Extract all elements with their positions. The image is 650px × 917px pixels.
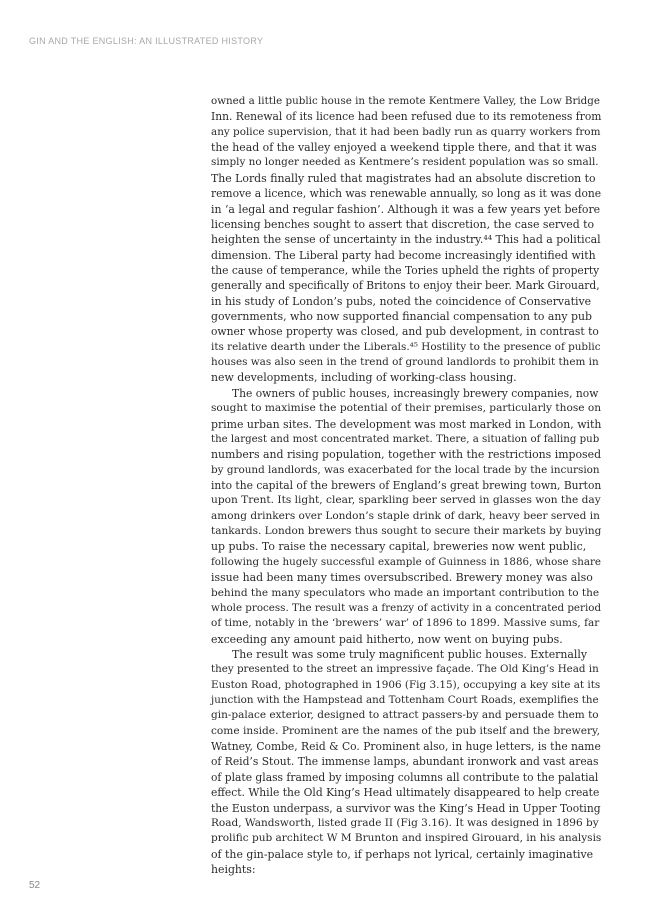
text-line: the head of the valley enjoyed a weekend tipple there, and that it was — [211, 141, 597, 155]
text-line: owned a little public house in the remote Kentmere Valley, the Low Bridge — [211, 95, 600, 107]
text-line: The owners of public houses, increasingly brewery companies, now — [232, 386, 599, 400]
text-line: issue had been many times oversubscribed. Brewery money was also — [211, 571, 593, 585]
text-line: houses was also seen in the trend of ground landlords to prohibit them in — [211, 356, 599, 369]
text-line: in his study of London’s pubs, noted the coincidence of Conservative — [211, 294, 592, 308]
text-line: exceeding any amount paid hitherto, now went on buying pubs. — [211, 632, 563, 646]
text-line: sought to maximise the potential of their premises, particularly those on — [211, 402, 602, 415]
text-line: Euston Road, photographed in 1906 (Fig 3.15), occupying a key site at its — [211, 678, 601, 691]
text-line: come inside. Prominent are the names of the pub itself and the brewery, — [211, 724, 600, 737]
text-line: Road, Wandsworth, listed grade II (Fig 3.16). It was designed in 1896 by — [211, 816, 599, 829]
text-line: they presented to the street an impressive façade. The Old King’s Head in — [211, 663, 599, 676]
text-line: The Lords finally ruled that magistrates had an absolute discretion to — [211, 171, 596, 185]
text-line: generally and specifically of Britons to enjoy their beer. Mark Girouard, — [211, 279, 600, 293]
text-line: prolific pub architect W M Brunton and inspired Girouard, in his analysis — [211, 832, 602, 845]
text-line: the Euston underpass, a survivor was the King’s Head in Upper Tooting — [211, 801, 601, 815]
text-line: Inn. Renewal of its licence had been refused due to its remoteness from — [211, 110, 602, 124]
text-line: owner whose property was closed, and pub development, in contrast to — [211, 325, 599, 339]
text-line: its relative dearth under the Liberals.⁴⁵ Hostility to the presence of public — [211, 340, 601, 353]
page-number: 52 — [29, 880, 41, 891]
text-line: tankards. London brewers thus sought to secure their markets by buying — [211, 525, 602, 538]
text-line: of plate glass framed by imposing columns all contribute to the palatial — [211, 770, 599, 784]
text-line: upon Trent. Its light, clear, sparkling beer served in glasses won the day — [211, 494, 601, 507]
text-line: by ground landlords, was exacerbated for the local trade by the incursion — [211, 463, 600, 476]
text-line: whole process. The result was a frenzy of activity in a concentrated period — [211, 601, 602, 614]
text-line: into the capital of the brewers of England’s great brewing town, Burton — [211, 478, 602, 492]
text-line: new developments, including of working-class housing. — [211, 371, 517, 385]
text-line: of time, notably in the ‘brewers’ war’ of 1896 to 1899. Massive sums, far — [211, 617, 600, 630]
text-line: prime urban sites. The development was most marked in London, with — [211, 417, 602, 431]
text-line: any police supervision, that it had been badly run as quarry workers from — [211, 125, 601, 138]
text-line: of the gin-palace style to, if perhaps not lyrical, certainly imaginative — [211, 847, 594, 861]
text-line: numbers and rising population, together with the restrictions imposed — [211, 448, 602, 462]
text-line: licensing benches sought to assert that discretion, the case served to — [211, 217, 595, 231]
text-line: of Reid’s Stout. The immense lamps, abundant ironwork and vast areas — [211, 755, 599, 769]
text-line: junction with the Hampstead and Tottenham Court Roads, exemplifies the — [211, 694, 599, 707]
running-head: GIN AND THE ENGLISH: AN ILLUSTRATED HISTORY — [29, 36, 264, 46]
text-line: up pubs. To raise the necessary capital, breweries now went public, — [211, 540, 587, 554]
text-line: dimension. The Liberal party had become increasingly identified with — [211, 248, 596, 262]
text-line: governments, who now supported financial compensation to any pub — [211, 310, 592, 324]
text-line: among drinkers over London’s staple drink of dark, heavy beer served in — [211, 509, 600, 522]
text-line: the cause of temperance, while the Tories upheld the rights of property — [211, 263, 600, 277]
text-line: the largest and most concentrated market. There, a situation of falling pub — [211, 433, 600, 445]
body-text — [211, 94, 601, 877]
text-line: effect. While the Old King’s Head ultimately disappeared to help create — [211, 786, 600, 800]
text-line: heighten the sense of uncertainty in the industry.⁴⁴ This had a political — [211, 233, 601, 247]
text-line: The result was some truly magnificent public houses. Externally — [232, 647, 588, 661]
text-line: heights: — [211, 862, 256, 876]
text-line: following the hugely successful example of Guinness in 1886, whose share — [211, 555, 601, 568]
text-line: gin-palace exterior, designed to attract passers-by and persuade them to — [211, 709, 599, 722]
text-line: Watney, Combe, Reid & Co. Prominent also, in huge letters, is the name — [211, 740, 601, 754]
text-line: simply no longer needed as Kentmere’s resident population was so small. — [211, 156, 599, 169]
text-line: remove a licence, which was renewable annually, so long as it was done — [211, 187, 602, 201]
text-line: in ‘a legal and regular fashion’. Although it was a few years yet before — [211, 202, 601, 216]
text-line: behind the many speculators who made an important contribution to the — [211, 586, 600, 599]
